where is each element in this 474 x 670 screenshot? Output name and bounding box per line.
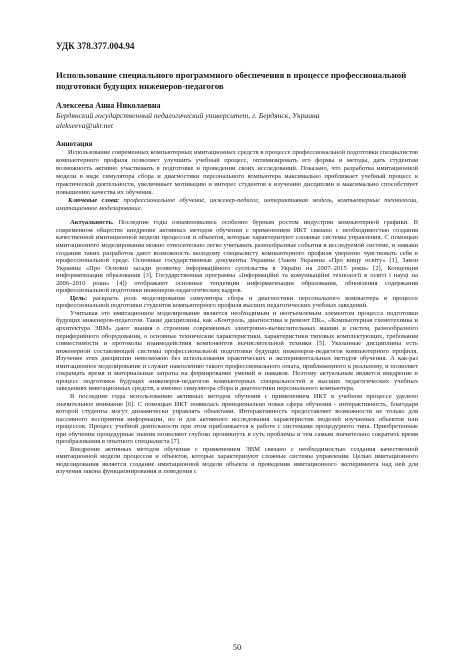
body-paragraph: Внедрение активных методов обучения с применением ЭВМ связано с необходимостью создания качественной имитационной модели процессов и объектов, которые характеризуют сложные системы управления. Целью имитационного моделирования является создание имитационной модели объекта и проведения имитационного эксперимента над ней для изучения закона функционирования и поведения с (56, 445, 418, 476)
body-paragraph: Учитывая это имитационное моделирование является необходимым и неотъемлемым элементом процесса подготовки будущих инженеров-педагогов. Такие дисциплины, как «Контроль, диагностика и ремонт ПК», «Компьютерная схемотехника и архитектура ЭВМ» дают знания о строении современных электронно-вычислительных машин и систем, разнообразного периферийного оборудования, о основные технические характеристики, характеристики типовых комплектующих, требования совместимости и протоколы взаимодействия компонентов вычислительной техники [5]. Указанные дисциплины есть инженерной составляющей системы профессиональной подготовки будущих инженеров-педагогов компьютерного профиля. Изучение этих дисциплин невозможно без использования практических и экспериментальных методов обучения. А как-раз имитационное моделирование и служит накоплению такого профессионального опыта, приближенного к реальному, и позволяет сокращать время и материальные затраты на формирование умений и навыков. Поэтому актуальным является внедрение в процесс подготовки будущих инженеров-педагогов компьютерных специальностей в высших педагогических учебных заведениях имитационных средств, а именно симулятора сбора и диагностики персонального компьютера. (56, 309, 418, 393)
author-email: alekseeva@ukr.net (56, 120, 113, 130)
article-title: Использование специального программного обеспечения в процессе профессиональной подготовки будущих инженеров-педагогов (56, 70, 407, 91)
body-paragraph: В последние годы использованию активных методов обучения с применением ИКТ в учебном процессе уделено значительное внимание [6]. С помощью ИКТ появилась принципиально новая сфера обучения - интерактивность, благодаря которой студенты могут динамически управлять объектами. Интерактивность предоставляет возможности не только для пассивного восприятия информации, но и для активного исследования характеристик моделей изучаемых объектов или процессов. Процесс учебной деятельности при этом приближается к работе с системами процедурного типа. Приобретенные при обучении процедурные знания позволяют глубоко проникнуть в суть проблемы и тем самым значительно сократить время преобразования в опытного специалиста [7]. (56, 392, 418, 446)
paragraph-lead: Актуальность. (70, 219, 114, 227)
page-number: 50 (232, 642, 242, 652)
author-name: Алексеева Анна Николаевна (56, 101, 161, 111)
paragraph-lead: Цель: (70, 294, 88, 302)
abstract-heading: Аннотация (56, 140, 93, 149)
abstract-text: Использование современных компьютерных имитационных средств в процессе профессиональной подготовки специалистов компьютерного профиля позволяет улучшить учебный процесс, оптимизировать его формы и методы, дать студентам возможность активно участвовать в подготовке и проведении своих исследований. Показано, что разработка имитационной модели в виде симулятора сбора и диагностики персонального компьютера максимально приближает учебный процесс к практической деятельности, увеличивает мотивацию и интерес студентов к изучению дисциплин и максимально способствует повышению качества их обучения. (56, 149, 418, 197)
body-paragraph-goal (56, 295, 418, 310)
keywords-label: Ключевые слова: (68, 197, 120, 205)
author-affiliation: Бердянский государственный педагогический университет, г. Бердянск, Украина (56, 111, 320, 121)
udk-code: УДК 378.377.004.94 (56, 41, 135, 51)
article-content (56, 40, 418, 476)
paragraph-text: Последние годы ознаменовались особенно бурным ростом индустрии компьютерной графики. В современном обществе внедрение активных методов обучения с применением ИКТ связано с необходимостью создания качественной имитационной модели процессов и объектов, которые характеризуют сложные системы управления. С помощью имитационного моделирования можно относительно легко учитывать разнообразные события в исследуемой системе, и навыки создания таких разработок дают возможность молодому специалисту компьютерного профиля уверенно чувствовать себя в профессиональной среде. Основные государственные документы Украины (Закон Украины «Про вищу освіту» [1], Закон Украины «Про Основні засади розвитку інформаційного суспільства в Україні на 2007–2015 роки» [2], Концепция информатизации образования [3], Государственная программа «Інформаційні та комунікаційні технології в освіті і науці на 2006–2010 роки» [4]) отображают основные тенденции информатизации образования, обновления содержания профессиональной подготовки инженеров-педагогических кадров. (56, 219, 419, 295)
paragraph-text: раскрыть роль моделирования симулятора сбора и диагностики персонального компьютера в процессе профессиональной подготовки студентов компьютерного профиля высших педагогических учебных заведений. (56, 294, 418, 310)
keywords (56, 197, 418, 213)
body-paragraph-relevance (56, 219, 418, 294)
keywords-text: профессиональное обучение, инженер-педагог, интерактивная модель, компьютерные технологии, имитационное моделирование. (56, 197, 419, 213)
